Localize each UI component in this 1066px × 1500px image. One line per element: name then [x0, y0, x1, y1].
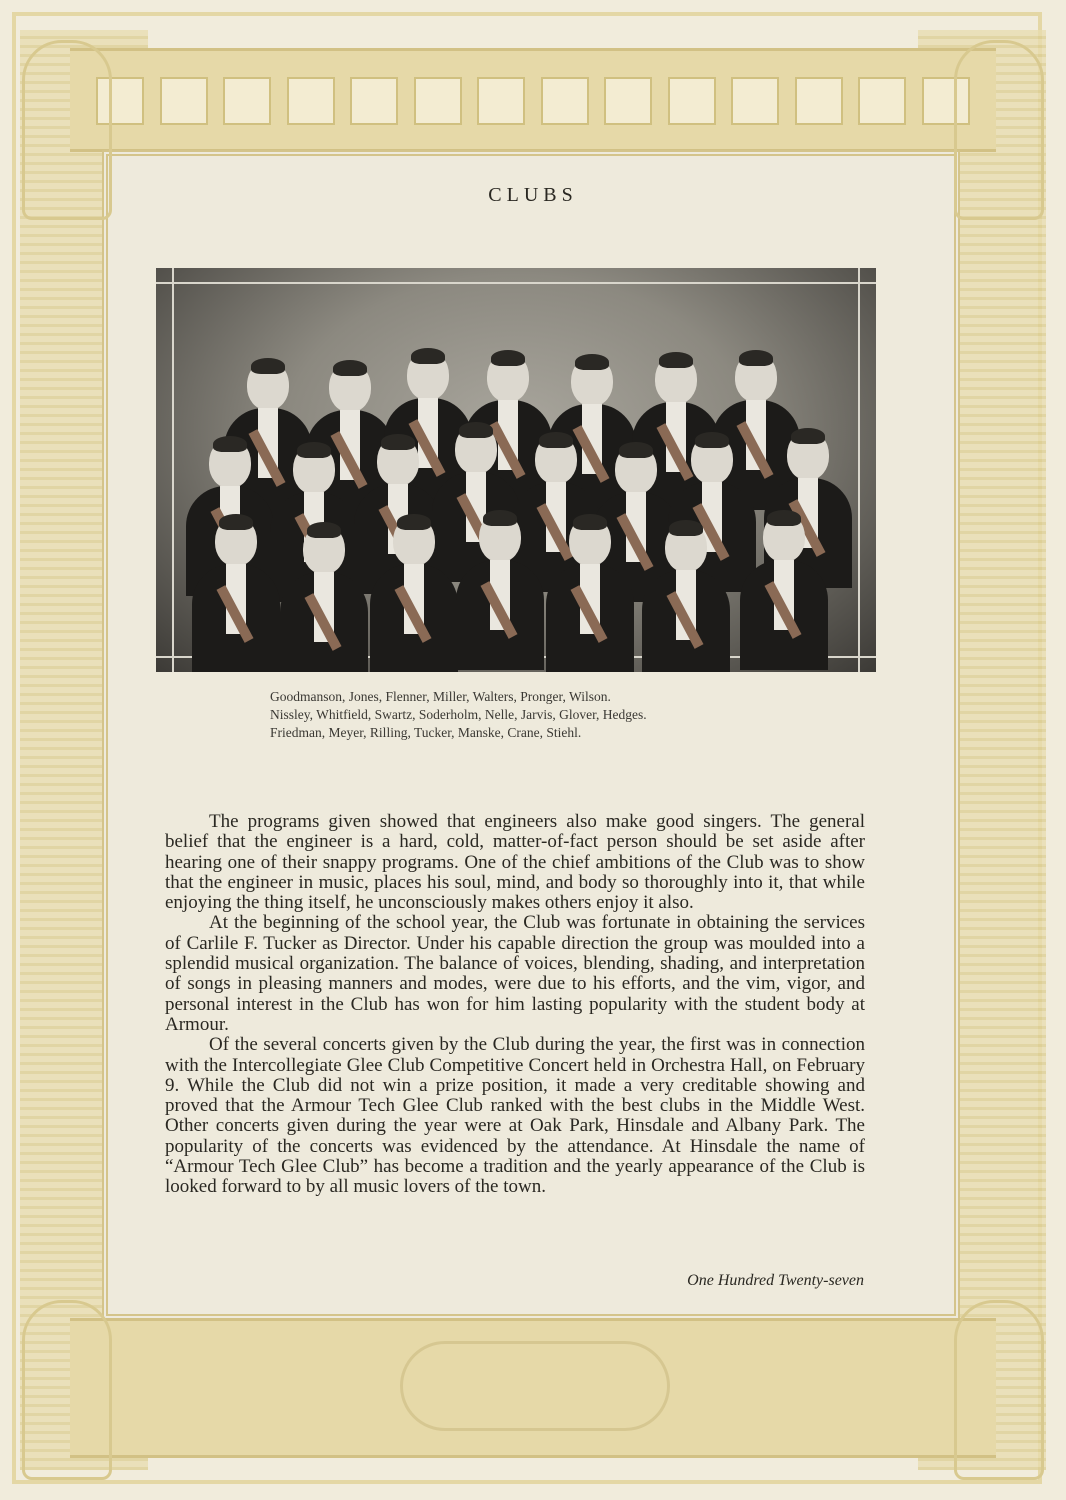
person-figure — [192, 516, 280, 672]
ornament-cell — [223, 77, 271, 125]
paragraph: The programs given showed that engineers also make good singers. The general belief that the engineer is a hard, cold, matter-of-fact person should be set aside after hearing one of their snappy programs. One of the chief ambitions of the Club was to show that the engineer in music, places his soul, mind, and body so thoroughly into it, that while enjoying the thing itself, he unconsciously makes others enjoy it also. — [165, 811, 865, 914]
photo-caption — [270, 688, 830, 742]
ornament-cell — [858, 77, 906, 125]
person-figure — [280, 524, 368, 672]
ornament-cell — [477, 77, 525, 125]
page-heading: CLUBS — [488, 184, 578, 206]
bottom-ornament-band — [70, 1318, 996, 1458]
ornament-cell — [350, 77, 398, 125]
top-ornament-cells — [96, 77, 970, 127]
caption-row-middle: Nissley, Whitfield, Swartz, Soderholm, Nelle, Jarvis, Glover, Hedges. — [270, 707, 647, 722]
person-figure — [642, 522, 730, 672]
ornament-cell — [287, 77, 335, 125]
ornament-cell — [414, 77, 462, 125]
top-ornament-band — [70, 48, 996, 152]
page-number: One Hundred Twenty-seven — [687, 1272, 864, 1289]
bottom-ornament-medallion — [400, 1341, 670, 1431]
corner-ornament — [954, 1300, 1044, 1480]
person-figure — [546, 516, 634, 672]
paragraph: Of the several concerts given by the Club during the year, the first was in connection with the Intercollegiate Glee Club Competitive Concert held in Orchestra Hall, on February 9. While the Club did not win a prize position, it made a very creditable showing and proved that the Armour Tech Glee Club ranked with the best clubs in the Middle West. Other concerts given during the year were at Oak Park, Hinsdale and Albany Park. The popularity of the concerts was evidenced by the attendance. At Hinsdale the name of “Armour Tech Glee Club” has become a tradition and the yearly appearance of the Club is looked forward to by all music lovers of the town. — [165, 1034, 865, 1198]
article-body — [165, 812, 865, 1198]
photo-rule — [156, 282, 876, 284]
ornament-cell — [795, 77, 843, 125]
photo-rule — [172, 268, 174, 672]
ornament-cell — [731, 77, 779, 125]
person-figure — [370, 516, 458, 672]
photo-rule — [858, 268, 860, 672]
person-figure — [456, 512, 544, 670]
caption-row-back: Goodmanson, Jones, Flenner, Miller, Walters, Pronger, Wilson. — [270, 689, 611, 704]
corner-ornament — [22, 1300, 112, 1480]
ornament-cell — [160, 77, 208, 125]
group-photo — [156, 268, 876, 672]
caption-row-front: Friedman, Meyer, Rilling, Tucker, Manske, Crane, Stiehl. — [270, 725, 582, 740]
paragraph: At the beginning of the school year, the Club was fortunate in obtaining the services of Carlile F. Tucker as Director. Under his capable direction the group was moulded into a splendid musical organization. The balance of voices, blending, shading, and interpretation of songs in pleasing manners and modes, were due to his efforts, and the vim, vigor, and personal interest in the Club has won for him lasting popularity with the student body at Armour. — [165, 912, 865, 1035]
ornament-cell — [541, 77, 589, 125]
ornament-cell — [604, 77, 652, 125]
ornament-cell — [668, 77, 716, 125]
person-figure — [740, 512, 828, 670]
